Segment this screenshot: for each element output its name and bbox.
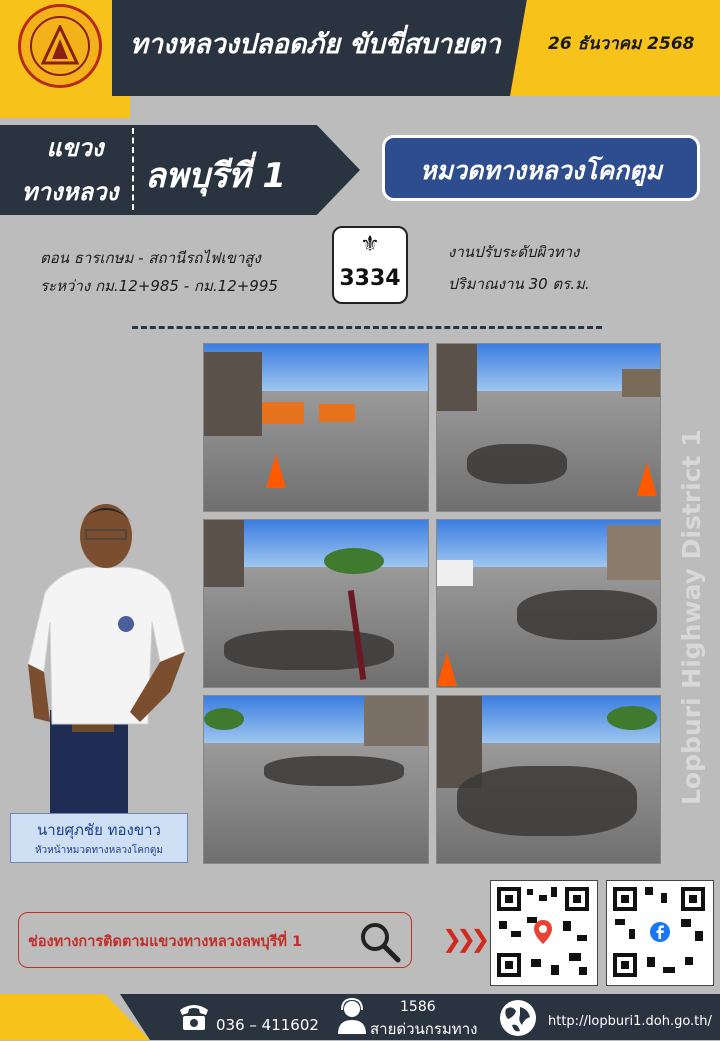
phone-icon [176,1000,212,1032]
work-photo-2 [436,343,661,512]
person-title: หัวหน้าหมวดทางหลวงโคกตูม [34,845,164,856]
double-chevron-right-icon: ❯❯❯ [442,925,485,953]
work-photo-5 [203,695,429,864]
header-title: ทางหลวงปลอดภัย ขับขี่สบายตา [130,29,501,60]
garuda-icon: ⚜ [360,232,380,257]
headset-icon [336,998,368,1034]
section-range: ระหว่าง กม.12+985 - กม.12+995 [40,277,278,295]
search-icon [358,920,402,964]
work-type: งานปรับระดับผิวทาง [448,243,580,261]
sign-board [262,402,304,424]
qr-code-map[interactable] [490,880,598,986]
person-name: นายศุภชัย ทองขาว [37,821,161,839]
work-quantity: ปริมาณงาน 30 ตร.ม. [448,275,590,293]
person-photo [20,492,195,822]
district-watermark [652,390,720,820]
work-photo-1 [203,343,429,512]
watermark-text: Lopburi Highway District 1 [677,429,706,805]
footer-hotline-number[interactable]: 1586 [400,999,436,1015]
department-logo [18,4,102,88]
section-name: ตอน ธารเกษม - สถานีรถไฟเขาสูง [40,249,261,267]
footer-hotline-label: สายด่วนกรมทาง [370,1020,478,1038]
work-photo-3 [203,519,429,688]
globe-icon [498,999,538,1037]
unit-name: หมวดทางหลวงโคกตูม [419,156,662,185]
footer-website-link[interactable]: http://lopburi1.doh.go.th/ [548,1014,712,1029]
district-name: ลพบุรีที่ 1 [145,156,286,196]
district-divider [132,128,134,210]
route-number: 3334 [339,266,401,291]
section-divider [132,326,602,329]
work-photo-6 [436,695,661,864]
follow-channels-text: ช่องทางการติดตามแขวงทางหลวงลพบุรีที่ 1 [28,934,303,950]
map-pin-icon [533,919,553,945]
district-label-line1: แขวง [46,134,104,162]
header-date: 26 ธันวาคม 2568 [548,34,695,54]
footer-phone[interactable]: 036 – 411602 [216,1016,319,1034]
work-photo-4 [436,519,661,688]
facebook-icon [649,921,671,943]
district-label-line2: ทางหลวง [21,178,119,206]
qr-code-facebook[interactable] [606,880,714,986]
logo-emblem-icon [37,25,83,67]
